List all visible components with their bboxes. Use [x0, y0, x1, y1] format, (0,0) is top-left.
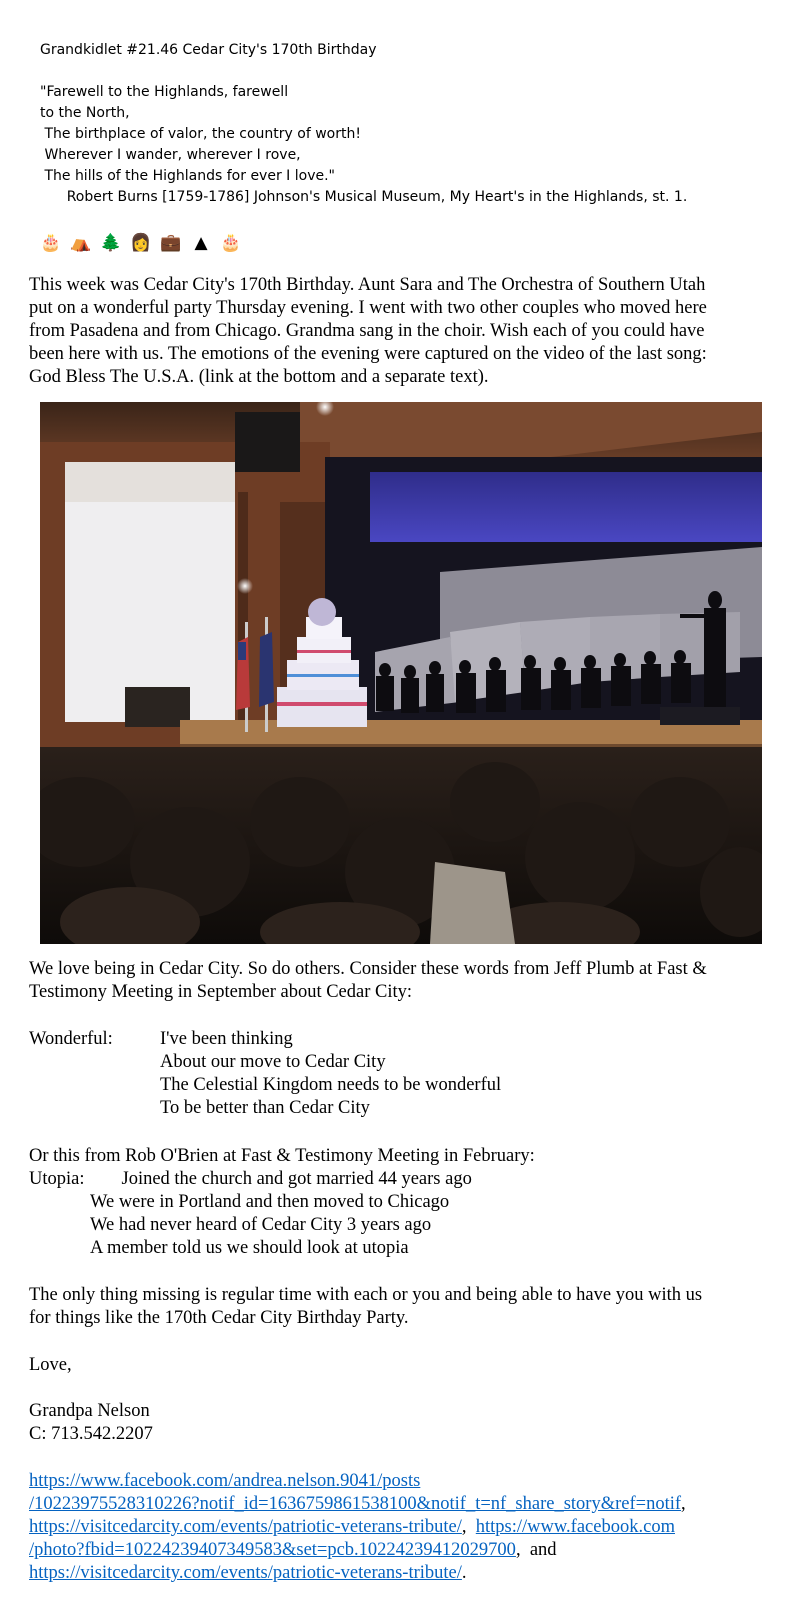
paragraph-line: from Pasadena and from Chicago. Grandma sang in the choir. Wish each of you could have [29, 321, 705, 341]
and-text: and [529, 1540, 557, 1560]
paragraph-line: Testimony Meeting in September about Cedar City: [29, 982, 413, 1002]
concert-photo [40, 402, 762, 944]
paragraph-line: The only thing missing is regular time with each or you and being able to have you with us [29, 1285, 703, 1305]
poem-line: Wherever I wander, wherever I rove, [40, 147, 301, 163]
quote-line: The Celestial Kingdom needs to be wonderful [160, 1075, 502, 1095]
paragraph-line: We love being in Cedar City. So do others. Consider these words from Jeff Plumb at Fast & [29, 959, 707, 979]
mountain-icon: ▲ [194, 233, 208, 253]
cake-icon: 🎂 [220, 233, 242, 253]
paragraph-line: This week was Cedar City's 170th Birthday. Aunt Sara and The Orchestra of Southern Utah [29, 275, 706, 295]
poem-line: to the North, [40, 105, 130, 121]
signature-name: Grandpa Nelson [29, 1401, 150, 1421]
quote-line: I've been thinking [160, 1029, 293, 1049]
facebook-post-link-cont[interactable]: /10223975528310226?notif_id=1636759861538100&notif_t=nf_share_story&ref=notif [29, 1494, 682, 1514]
cake-icon: 🎂 [40, 233, 62, 253]
quote-line: We had never heard of Cedar City 3 years ago [90, 1215, 432, 1235]
facebook-photo-link[interactable]: https://www.facebook.com [475, 1517, 675, 1537]
visitcedarcity-link[interactable]: https://visitcedarcity.com/events/patriotic-veterans-tribute/ [29, 1517, 462, 1537]
emoji-row [40, 232, 242, 254]
poem-line: The birthplace of valor, the country of worth! [40, 126, 361, 142]
paragraph-line: God Bless The U.S.A. (link at the bottom and a separate text). [29, 367, 489, 387]
camping-icon: ⛺ [70, 233, 92, 253]
facebook-post-link[interactable]: https://www.facebook.com/andrea.nelson.9041/posts [29, 1471, 421, 1491]
signature-block [29, 1400, 153, 1446]
paragraph-line: for things like the 170th Cedar City Birthday Party. [29, 1308, 409, 1328]
quote-line: A member told us we should look at utopia [90, 1238, 409, 1258]
quote-intro: Or this from Rob O'Brien at Fast & Testimony Meeting in February: [29, 1146, 535, 1166]
paragraph-closing [29, 1284, 789, 1330]
closing-salutation: Love, [29, 1355, 72, 1375]
paragraph-birthday [29, 274, 784, 389]
paragraph-line: put on a wonderful party Thursday evening. I went with two other couples who moved here [29, 298, 707, 318]
document-title: Grandkidlet #21.46 Cedar City's 170th Birthday [40, 42, 377, 58]
poem-quote [40, 82, 687, 208]
paragraph-intro [29, 958, 784, 1004]
paragraph-line: been here with us. The emotions of the evening were captured on the video of the last song: [29, 344, 707, 364]
quote-line: Utopia: Joined the church and got married 44 years ago [29, 1169, 472, 1189]
quote-line: About our move to Cedar City [160, 1052, 386, 1072]
tree-icon: 🌲 [100, 233, 122, 253]
poem-line: "Farewell to the Highlands, farewell [40, 84, 289, 100]
facebook-photo-link-cont[interactable]: /photo?fbid=10224239407349583&set=pcb.10224239412029700 [29, 1540, 516, 1560]
quote-lines [160, 1028, 501, 1120]
quote-line: To be better than Cedar City [160, 1098, 370, 1118]
visitcedarcity-link-2[interactable]: https://visitcedarcity.com/events/patriotic-veterans-tribute/ [29, 1563, 462, 1583]
quote-line: We were in Portland and then moved to Chicago [90, 1192, 450, 1212]
person-icon: 👩 [130, 233, 152, 253]
links-block: https://www.facebook.com/andrea.nelson.9041/posts /10223975528310226?notif_id=1636759861538100&notif_t=nf_share_story&ref=notif, https://visitcedarcity.com/events/patriotic-veterans-tribute/, https://www.facebook.com /photo?fbid=10224239407349583&set=pcb.10224239412029700, and https://visitcedarcity.com/events/patriotic-veterans-tribute/. [29, 1471, 686, 1583]
poem-line: The hills of the Highlands for ever I love." [40, 168, 335, 184]
utopia-quote [29, 1145, 535, 1260]
briefcase-icon: 💼 [160, 233, 182, 253]
quote-label: Wonderful: [29, 1029, 113, 1049]
phone-number: C: 713.542.2207 [29, 1424, 153, 1444]
poem-attribution: Robert Burns [1759-1786] Johnson's Musical Museum, My Heart's in the Highlands, st. 1. [40, 189, 688, 205]
